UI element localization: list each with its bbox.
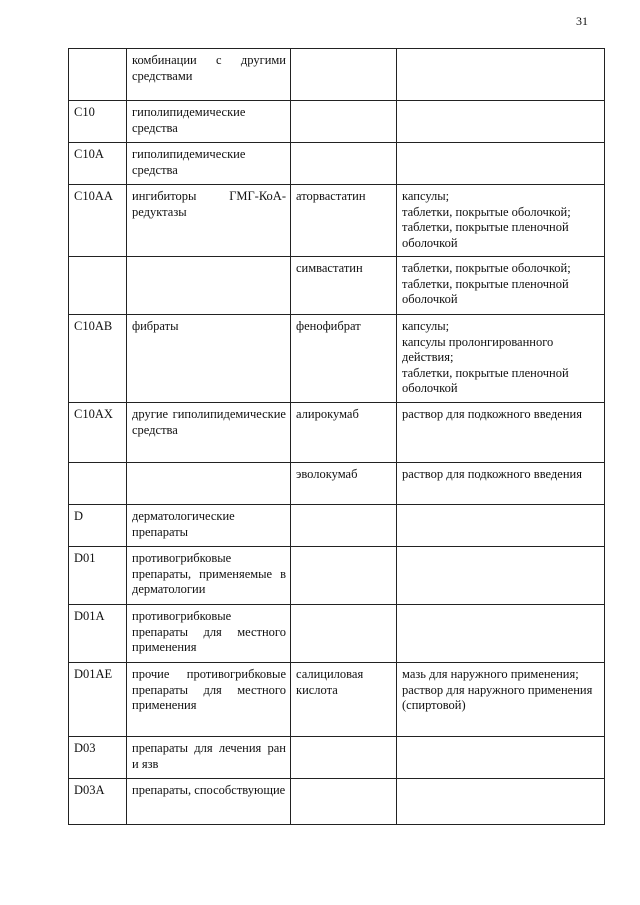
- page-number: 31: [576, 14, 588, 28]
- atc-code-cell: C10AA: [69, 185, 127, 257]
- table-row: [69, 257, 605, 315]
- group-name-cell: фибраты: [127, 315, 291, 403]
- atc-code-cell: [69, 257, 127, 315]
- drug-name-cell: [291, 547, 397, 605]
- group-name-cell: гиполипидемические средства: [127, 101, 291, 143]
- table-row: [69, 663, 605, 737]
- atc-code-cell: C10: [69, 101, 127, 143]
- table-row: [69, 143, 605, 185]
- dosage-form-cell: раствор для подкожного введения: [397, 403, 605, 463]
- dosage-form-cell: [397, 605, 605, 663]
- atc-code-cell: D: [69, 505, 127, 547]
- table-body: [69, 49, 605, 825]
- atc-code-cell: D03: [69, 737, 127, 779]
- drug-name-cell: [291, 779, 397, 825]
- atc-code-cell: C10AB: [69, 315, 127, 403]
- drug-classification-table: [68, 48, 605, 825]
- atc-code-cell: C10A: [69, 143, 127, 185]
- group-name-cell: [127, 463, 291, 505]
- drug-name-cell: [291, 143, 397, 185]
- atc-code-cell: [69, 463, 127, 505]
- dosage-form-cell: таблетки, покрытые оболочкой; таблетки, покрытые пленочной оболочкой: [397, 257, 605, 315]
- dosage-form-cell: [397, 779, 605, 825]
- drug-name-cell: [291, 605, 397, 663]
- drug-name-cell: симвастатин: [291, 257, 397, 315]
- dosage-form-cell: [397, 143, 605, 185]
- table-row: [69, 779, 605, 825]
- table-row: [69, 547, 605, 605]
- table-row: [69, 101, 605, 143]
- table-row: [69, 315, 605, 403]
- table-row: [69, 505, 605, 547]
- group-name-cell: прочие противогрибковые препараты для местного применения: [127, 663, 291, 737]
- dosage-form-cell: [397, 505, 605, 547]
- dosage-form-cell: [397, 737, 605, 779]
- dosage-form-cell: [397, 101, 605, 143]
- atc-code-cell: C10AX: [69, 403, 127, 463]
- drug-name-cell: фенофибрат: [291, 315, 397, 403]
- table-row: [69, 605, 605, 663]
- group-name-cell: дерматологические препараты: [127, 505, 291, 547]
- drug-name-cell: [291, 101, 397, 143]
- atc-code-cell: D01A: [69, 605, 127, 663]
- table-row: [69, 403, 605, 463]
- drug-name-cell: эволокумаб: [291, 463, 397, 505]
- group-name-cell: комбинации с другими средствами: [127, 49, 291, 101]
- dosage-form-cell: капсулы; капсулы пролонгированного действия; таблетки, покрытые пленочной оболочкой: [397, 315, 605, 403]
- drug-name-cell: [291, 505, 397, 547]
- atc-code-cell: [69, 49, 127, 101]
- group-name-cell: ингибиторы ГМГ-КоА-редуктазы: [127, 185, 291, 257]
- dosage-form-cell: [397, 547, 605, 605]
- drug-name-cell: [291, 737, 397, 779]
- group-name-cell: гиполипидемические средства: [127, 143, 291, 185]
- dosage-form-cell: мазь для наружного применения; раствор для наружного применения (спиртовой): [397, 663, 605, 737]
- group-name-cell: противогрибковые препараты для местного применения: [127, 605, 291, 663]
- drug-name-cell: алирокумаб: [291, 403, 397, 463]
- table-row: [69, 49, 605, 101]
- dosage-form-cell: [397, 49, 605, 101]
- group-name-cell: препараты для лечения ран и язв: [127, 737, 291, 779]
- dosage-form-cell: капсулы; таблетки, покрытые оболочкой; таблетки, покрытые пленочной оболочкой: [397, 185, 605, 257]
- table-row: [69, 185, 605, 257]
- group-name-cell: противогрибковые препараты, применяемые в дерматологии: [127, 547, 291, 605]
- drug-name-cell: аторвастатин: [291, 185, 397, 257]
- atc-code-cell: D03A: [69, 779, 127, 825]
- atc-code-cell: D01: [69, 547, 127, 605]
- drug-name-cell: [291, 49, 397, 101]
- group-name-cell: [127, 257, 291, 315]
- table-row: [69, 737, 605, 779]
- drug-name-cell: салициловая кислота: [291, 663, 397, 737]
- group-name-cell: препараты, способствующие: [127, 779, 291, 825]
- atc-code-cell: D01AE: [69, 663, 127, 737]
- table-row: [69, 463, 605, 505]
- dosage-form-cell: раствор для подкожного введения: [397, 463, 605, 505]
- group-name-cell: другие гиполипидемические средства: [127, 403, 291, 463]
